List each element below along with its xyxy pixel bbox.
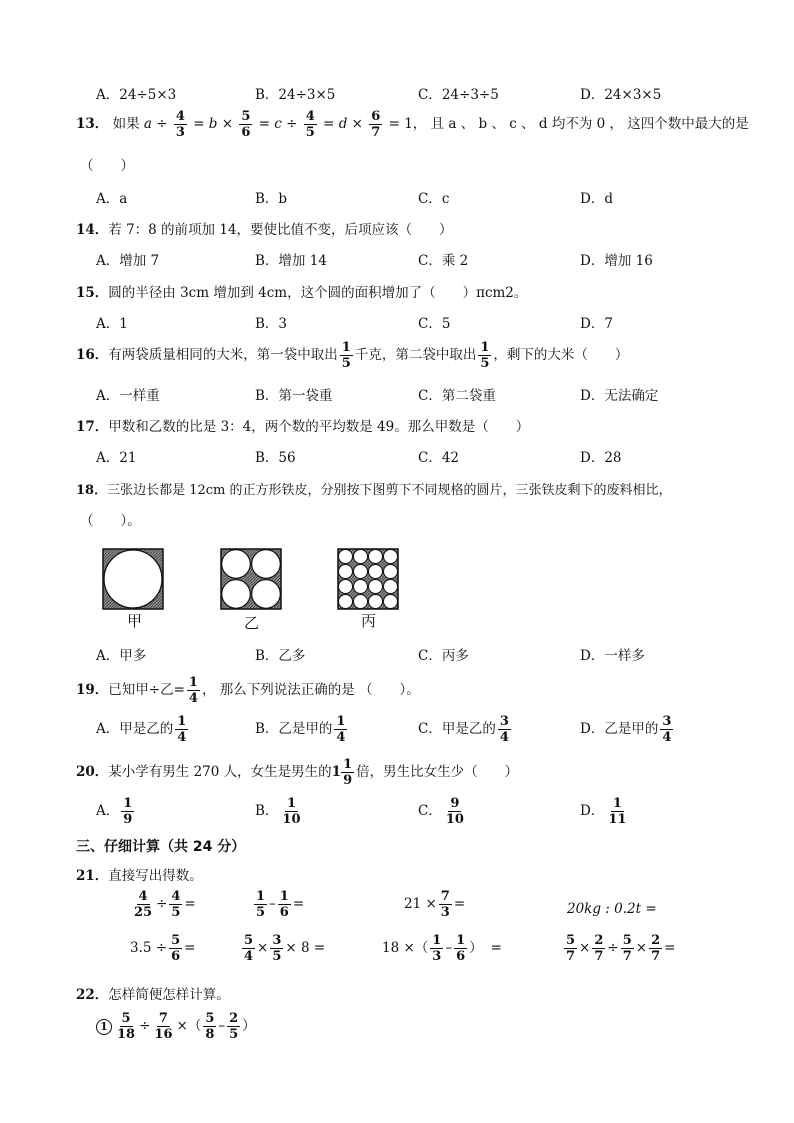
- q13-eq-b: = b ×: [193, 116, 234, 132]
- q20-stem: 20．某小学有男生 270 人，女生是男生的1 $\frac{1}{9}$ 倍，男生比女生少（ ）: [76, 757, 519, 788]
- q17-stem: 17．甲数和乙数的比是 3：4，两个数的平均数是 49。那么甲数是（ ）: [76, 419, 530, 435]
- bing-circle: [384, 580, 398, 594]
- q13-eq-c: = c ÷: [258, 116, 298, 132]
- q12-option-a: A．24÷5×3: [96, 87, 177, 103]
- q21-expr-8: $\frac{5}{7}$ × $\frac{2}{7}$ ÷ $\frac{5}{7}$ × $\frac{2}{7}$ =: [566, 933, 676, 964]
- q16-option-c: C．第二袋重: [418, 388, 496, 404]
- q12-option-d: D．24×3×5: [580, 87, 662, 103]
- bing-circle: [369, 580, 383, 594]
- q22-stem: 22．怎样简便怎样计算。: [76, 987, 230, 1003]
- bing-circle: [339, 550, 353, 564]
- q15-option-c: C．5: [418, 316, 451, 332]
- q18-stem: 18．三张边长都是 12cm 的正方形铁皮，分别按下图剪下不同规格的圆片，三张铁皮剩下的废料相比，: [76, 483, 672, 498]
- bing-circle: [354, 550, 368, 564]
- q20-option-c: C． $\frac{9}{10}$: [418, 796, 464, 827]
- q12-option-c: C．24÷3÷5: [418, 87, 499, 103]
- q13-option-d: D．d: [580, 191, 613, 207]
- bing-circle: [369, 595, 383, 609]
- q21-stem: 21．直接写出得数。: [76, 868, 203, 884]
- q13-frac-2: $\frac{5}{6}$: [241, 109, 251, 140]
- q15-stem: 15．圆的半径由 3cm 增加到 4cm，这个圆的面积增加了（ ）πcm2。: [76, 285, 528, 301]
- q17-option-a: A．21: [96, 450, 137, 466]
- figure-label-yi: 乙: [244, 614, 260, 632]
- q13-post: 且 a 、 b 、 c 、 d 均不为 0 ， 这四个数中最大的是: [430, 116, 749, 132]
- q21-expr-4: 20kg : 0.2t =: [567, 901, 657, 917]
- q17-option-d: D．28: [580, 450, 622, 466]
- q13-eq-d: = d ×: [323, 116, 363, 132]
- q12-option-b: B．24÷3×5: [255, 87, 336, 103]
- q15-option-a: A．1: [96, 316, 128, 332]
- q22-expr-1: 1 $\frac{5}{18}$ ÷ $\frac{7}{16}$ ×（ $\frac{5}{8}$ – $\frac{2}{5}$ ）: [96, 1012, 256, 1041]
- q15-option-d: D．7: [580, 316, 613, 332]
- q21-expr-6: $\frac{5}{4}$ × $\frac{3}{5}$ × 8 =: [244, 933, 326, 964]
- bing-circle: [339, 595, 353, 609]
- q16-option-a: A．一样重: [96, 388, 160, 404]
- q13-stem: [76, 110, 749, 139]
- q14-option-d: D．增加 16: [580, 253, 653, 269]
- bing-circle: [354, 565, 368, 579]
- q16-option-d: D．无法确定: [580, 388, 659, 404]
- bing-circle: [384, 550, 398, 564]
- q13-option-c: C．c: [418, 191, 450, 207]
- q21-expr-5: 3.5 ÷ $\frac{5}{6}$ =: [130, 933, 196, 964]
- q13-paren: （ ）: [80, 158, 134, 174]
- bing-circle: [339, 565, 353, 579]
- bing-circle: [384, 565, 398, 579]
- q13-option-b: B．b: [255, 191, 288, 207]
- q13-eq-end: = 1，: [388, 116, 427, 132]
- q13-eq-a: a ÷: [143, 116, 168, 132]
- bing-circle: [354, 595, 368, 609]
- q19-stem: 19．已知甲÷乙= $\frac{1}{4}$ ， 那么下列说法正确的是 （ ）。: [76, 675, 420, 706]
- q16-frac-2: $\frac{1}{5}$: [480, 340, 490, 371]
- bing-circle: [369, 550, 383, 564]
- q16-frac-1: $\frac{1}{5}$: [341, 340, 351, 371]
- figure-jia: [102, 548, 164, 610]
- q19-option-c: C．甲是乙的 $\frac{3}{4}$: [418, 714, 509, 745]
- q13-number: 13．: [76, 116, 109, 132]
- q21-expr-7: 18 ×（ $\frac{1}{3}$ – $\frac{1}{6}$ ） =: [382, 933, 502, 964]
- figure-label-bing: 丙: [361, 612, 377, 630]
- q17-option-c: C．42: [418, 450, 460, 466]
- q13-option-a: A．a: [96, 191, 128, 207]
- q21-expr-1: $\frac{4}{25}$ ÷ $\frac{4}{5}$ =: [134, 889, 196, 920]
- q20-option-d: D． $\frac{1}{11}$: [580, 796, 627, 827]
- q18-option-d: D．一样多: [580, 648, 645, 664]
- q13-frac-4: $\frac{6}{7}$: [371, 109, 381, 140]
- q19-option-a: A．甲是乙的 $\frac{1}{4}$: [96, 714, 187, 745]
- circled-number-1: 1: [96, 1019, 112, 1035]
- q14-option-b: B．增加 14: [255, 253, 327, 269]
- q14-option-c: C．乘 2: [418, 253, 469, 269]
- q17-option-b: B．56: [255, 450, 296, 466]
- bing-circle: [339, 580, 353, 594]
- q18-paren: （ ）。: [80, 513, 141, 529]
- q20-option-a: A． $\frac{1}{9}$: [96, 796, 133, 827]
- q16-stem: 16．有两袋质量相同的大米，第一袋中取出 $\frac{1}{5}$ 千克，第二袋中取出 $\frac{1}{5}$ ，剩下的大米（ ）: [76, 340, 629, 371]
- section-3-title: 三、仔细计算（共 24 分）: [76, 839, 246, 855]
- bing-circle: [384, 595, 398, 609]
- q19-option-d: D．乙是甲的 $\frac{3}{4}$: [580, 714, 672, 745]
- q21-expr-3: 21 × $\frac{7}{3}$ =: [404, 889, 466, 920]
- q13-frac-1: $\frac{4}{3}$: [175, 109, 185, 140]
- q19-option-b: B．乙是甲的 $\frac{1}{4}$: [255, 714, 346, 745]
- q13-pre: 如果: [112, 116, 140, 132]
- q21-expr-2: $\frac{1}{5}$ – $\frac{1}{6}$ =: [256, 889, 305, 920]
- q18-option-b: B．乙多: [255, 648, 306, 664]
- q16-option-b: B．第一袋重: [255, 388, 333, 404]
- q20-option-b: B． $\frac{1}{10}$: [255, 796, 301, 827]
- q13-frac-3: $\frac{4}{5}$: [305, 109, 315, 140]
- q14-stem: 14．若 7：8 的前项加 14，要使比值不变，后项应该（ ）: [76, 222, 453, 238]
- q18-option-c: C．丙多: [418, 648, 469, 664]
- figure-yi: [220, 548, 282, 610]
- bing-circle: [354, 580, 368, 594]
- figure-bing: [337, 548, 399, 610]
- q14-option-a: A．增加 7: [96, 253, 160, 269]
- figure-label-jia: 甲: [127, 612, 143, 630]
- bing-circle: [369, 565, 383, 579]
- q15-option-b: B．3: [255, 316, 288, 332]
- q19-frac: $\frac{1}{4}$: [188, 675, 198, 706]
- q18-option-a: A．甲多: [96, 648, 147, 664]
